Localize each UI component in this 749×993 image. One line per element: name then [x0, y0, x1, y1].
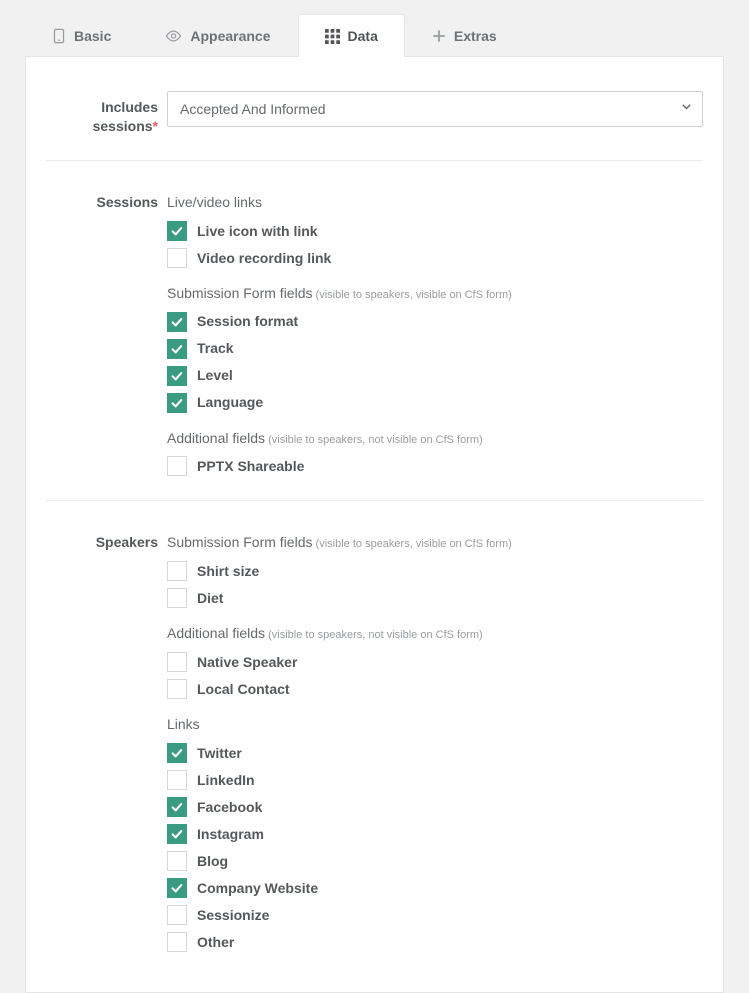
- checkbox-label: Track: [197, 340, 234, 357]
- group-heading: [167, 624, 703, 643]
- group-heading: [167, 429, 703, 448]
- checkbox-label: Facebook: [197, 799, 263, 816]
- checkbox-row-other[interactable]: [167, 932, 703, 952]
- section-sessions: [46, 193, 703, 477]
- plus-icon: [432, 29, 446, 43]
- checkbox-unchecked-icon[interactable]: [167, 248, 187, 268]
- checkbox-unchecked-icon[interactable]: [167, 679, 187, 699]
- field-group-submission-form-fields: [167, 533, 703, 608]
- field-group-submission-form-fields: [167, 284, 703, 413]
- group-heading-text: Additional fields: [167, 429, 266, 446]
- checkbox-row-level[interactable]: [167, 366, 703, 386]
- checkbox-label: Level: [197, 367, 233, 384]
- checkbox-row-session-format[interactable]: [167, 312, 703, 332]
- checkbox-label: Session format: [197, 313, 299, 330]
- tab-basic[interactable]: [25, 14, 138, 57]
- grid-icon: [325, 29, 340, 44]
- section-label: Speakers: [95, 534, 158, 551]
- tab-label: Extras: [453, 28, 497, 44]
- checkbox-row-diet[interactable]: [167, 588, 703, 608]
- section-divider: [46, 160, 703, 161]
- group-heading-note: (visible to speakers, visible on CfS form): [312, 288, 512, 301]
- tab-label: Appearance: [190, 28, 271, 44]
- tab-label: Basic: [74, 28, 112, 44]
- tab-bar: [0, 0, 749, 56]
- group-heading-text: Links: [167, 716, 200, 733]
- checkbox-label: LinkedIn: [197, 772, 255, 789]
- checkbox-label: Twitter: [197, 745, 242, 762]
- checkbox-label: Live icon with link: [197, 222, 318, 239]
- group-heading-note: (visible to speakers, visible on CfS form): [312, 538, 512, 551]
- eye-icon: [165, 29, 182, 43]
- field-group-additional-fields: [167, 429, 703, 477]
- checkbox-unchecked-icon[interactable]: [167, 851, 187, 871]
- tab-label: Data: [347, 28, 378, 44]
- checkbox-checked-icon[interactable]: [167, 339, 187, 359]
- checkbox-checked-icon[interactable]: [167, 824, 187, 844]
- checkbox-row-sessionize[interactable]: [167, 905, 703, 925]
- group-heading-text: Additional fields: [167, 625, 266, 642]
- checkbox-checked-icon[interactable]: [167, 878, 187, 898]
- checkbox-row-track[interactable]: [167, 339, 703, 359]
- group-heading-note: (visible to speakers, not visible on CfS form): [265, 629, 483, 642]
- sections-container: [46, 160, 703, 952]
- tab-extras[interactable]: [405, 14, 524, 57]
- section-divider: [46, 500, 703, 501]
- checkbox-checked-icon[interactable]: [167, 743, 187, 763]
- checkbox-label: Native Speaker: [197, 654, 298, 671]
- checkbox-label: Other: [197, 934, 235, 951]
- includes-sessions-label: Includes sessions*: [92, 99, 158, 134]
- checkbox-row-live-icon-with-link[interactable]: [167, 221, 703, 241]
- checkbox-checked-icon[interactable]: [167, 366, 187, 386]
- group-heading-note: (visible to speakers, not visible on CfS form): [265, 433, 483, 446]
- checkbox-label: Local Contact: [197, 681, 290, 698]
- checkbox-label: Instagram: [197, 826, 264, 843]
- checkbox-unchecked-icon[interactable]: [167, 652, 187, 672]
- includes-sessions-row: [46, 91, 703, 136]
- group-heading-text: Submission Form fields: [167, 534, 313, 551]
- field-group-live-video-links: [167, 193, 703, 268]
- group-heading: [167, 193, 703, 212]
- checkbox-label: PPTX Shareable: [197, 458, 305, 475]
- data-tab-panel: [25, 56, 724, 993]
- section-speakers: [46, 533, 703, 952]
- checkbox-row-shirt-size[interactable]: [167, 561, 703, 581]
- includes-sessions-select[interactable]: [167, 91, 703, 127]
- group-heading: [167, 715, 703, 734]
- group-heading-text: Live/video links: [167, 193, 262, 210]
- checkbox-unchecked-icon[interactable]: [167, 456, 187, 476]
- checkbox-checked-icon[interactable]: [167, 312, 187, 332]
- checkbox-unchecked-icon[interactable]: [167, 905, 187, 925]
- checkbox-unchecked-icon[interactable]: [167, 770, 187, 790]
- checkbox-label: Blog: [197, 853, 229, 870]
- checkbox-row-video-recording-link[interactable]: [167, 248, 703, 268]
- field-group-additional-fields: [167, 624, 703, 699]
- checkbox-row-facebook[interactable]: [167, 797, 703, 817]
- checkbox-checked-icon[interactable]: [167, 797, 187, 817]
- checkbox-label: Language: [197, 394, 264, 411]
- group-heading: [167, 533, 703, 552]
- checkbox-row-local-contact[interactable]: [167, 679, 703, 699]
- group-heading: [167, 284, 703, 303]
- checkbox-row-linkedin[interactable]: [167, 770, 703, 790]
- checkbox-label: Video recording link: [197, 249, 332, 266]
- checkbox-label: Sessionize: [197, 907, 270, 924]
- checkbox-row-native-speaker[interactable]: [167, 652, 703, 672]
- checkbox-row-pptx-shareable[interactable]: [167, 456, 703, 476]
- checkbox-unchecked-icon[interactable]: [167, 588, 187, 608]
- tablet-icon: [52, 28, 66, 44]
- checkbox-label: Diet: [197, 590, 224, 607]
- tab-data[interactable]: [298, 14, 405, 57]
- tab-appearance[interactable]: [138, 14, 297, 57]
- checkbox-row-blog[interactable]: [167, 851, 703, 871]
- checkbox-row-company-website[interactable]: [167, 878, 703, 898]
- checkbox-label: Company Website: [197, 880, 319, 897]
- checkbox-row-instagram[interactable]: [167, 824, 703, 844]
- checkbox-row-language[interactable]: [167, 393, 703, 413]
- checkbox-unchecked-icon[interactable]: [167, 561, 187, 581]
- section-label: Sessions: [96, 193, 158, 210]
- group-heading-text: Submission Form fields: [167, 284, 313, 301]
- checkbox-unchecked-icon[interactable]: [167, 932, 187, 952]
- checkbox-checked-icon[interactable]: [167, 221, 187, 241]
- field-group-links: [167, 715, 703, 952]
- checkbox-checked-icon[interactable]: [167, 393, 187, 413]
- required-marker: *: [152, 117, 158, 134]
- checkbox-label: Shirt size: [197, 563, 260, 580]
- checkbox-row-twitter[interactable]: [167, 743, 703, 763]
